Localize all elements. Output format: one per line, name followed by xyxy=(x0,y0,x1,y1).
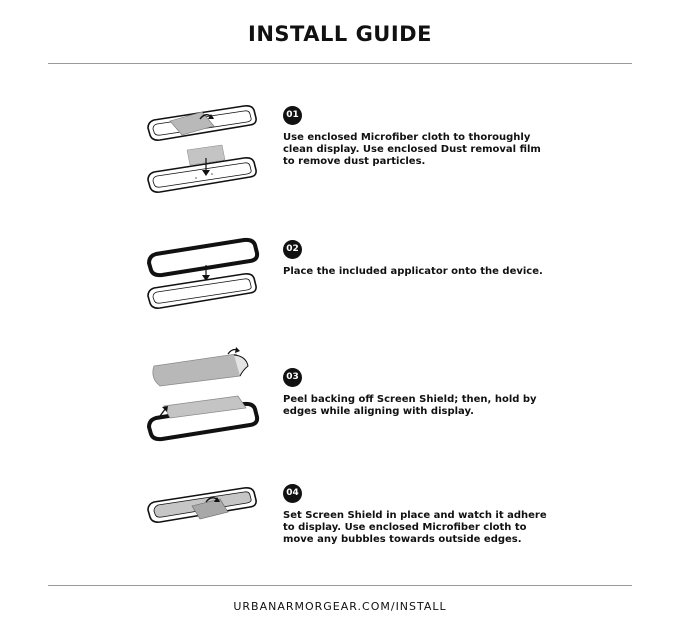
step-3-badge: 03 xyxy=(283,368,302,387)
footer-divider xyxy=(48,585,632,586)
step-3-description: Peel backing off Screen Shield; then, hold by edges while aligning with display. xyxy=(283,394,537,417)
step-4-illustration xyxy=(140,478,265,538)
footer-url: URBANARMORGEAR.COM/INSTALL xyxy=(233,600,447,613)
page-title: INSTALL GUIDE xyxy=(248,22,432,46)
header-divider xyxy=(48,63,632,64)
step-2-illustration xyxy=(140,232,265,317)
step-2-description: Place the included applicator onto the device. xyxy=(283,266,543,277)
step-4-badge: 04 xyxy=(283,484,302,503)
step-2-badge: 02 xyxy=(283,240,302,259)
step-1-illustration xyxy=(140,100,265,200)
step-3-illustration xyxy=(140,346,265,446)
step-4-description: Set Screen Shield in place and watch it adhere to display. Use enclosed Microfiber cloth to move any bubbles towards outside edges. xyxy=(283,510,547,545)
step-1-badge: 01 xyxy=(283,106,302,125)
step-1-description: Use enclosed Microfiber cloth to thoroughly clean display. Use enclosed Dust removal film to remove dust particles. xyxy=(283,132,541,167)
